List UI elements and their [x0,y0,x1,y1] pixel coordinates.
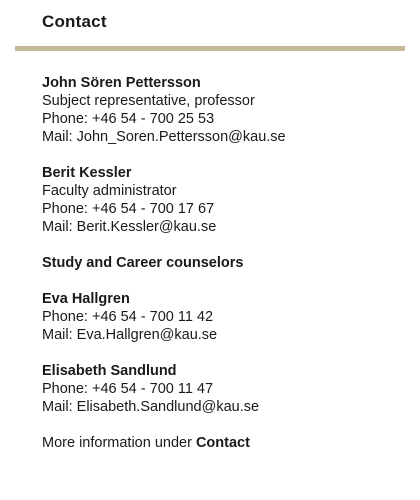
contact-email: Mail: Elisabeth.Sandlund@kau.se [42,399,260,415]
contact-role: Subject representative, professor [42,93,255,109]
contact-phone: Phone: +46 54 - 700 17 67 [42,201,215,217]
contact-name: John Sören Pettersson [42,75,201,91]
counselors-heading: Study and Career counselors [42,255,244,271]
contact-card-subject-representative [42,74,402,146]
more-information-text [42,434,402,452]
contact-phone: Phone: +46 54 - 700 25 53 [42,111,215,127]
contact-name: Elisabeth Sandlund [42,363,177,379]
contact-list [42,74,402,452]
contact-name: Eva Hallgren [42,291,130,307]
contact-card-counselor [42,362,402,416]
more-information-prefix: More information under [42,435,196,451]
contact-card-faculty-administrator [42,164,402,236]
section-title: Contact [42,12,107,31]
contact-link[interactable]: Contact [195,435,250,451]
contact-email: Mail: Eva.Hallgren@kau.se [42,327,218,343]
contact-name: Berit Kessler [42,165,132,181]
contact-card-counselor [42,290,402,344]
section-divider [15,46,405,51]
contact-role: Faculty administrator [42,183,177,199]
contact-phone: Phone: +46 54 - 700 11 42 [42,309,214,325]
contact-email: Mail: John_Soren.Pettersson@kau.se [42,129,286,145]
contact-email: Mail: Berit.Kessler@kau.se [42,219,217,235]
contact-phone: Phone: +46 54 - 700 11 47 [42,381,214,397]
contact-section-header [0,0,420,56]
